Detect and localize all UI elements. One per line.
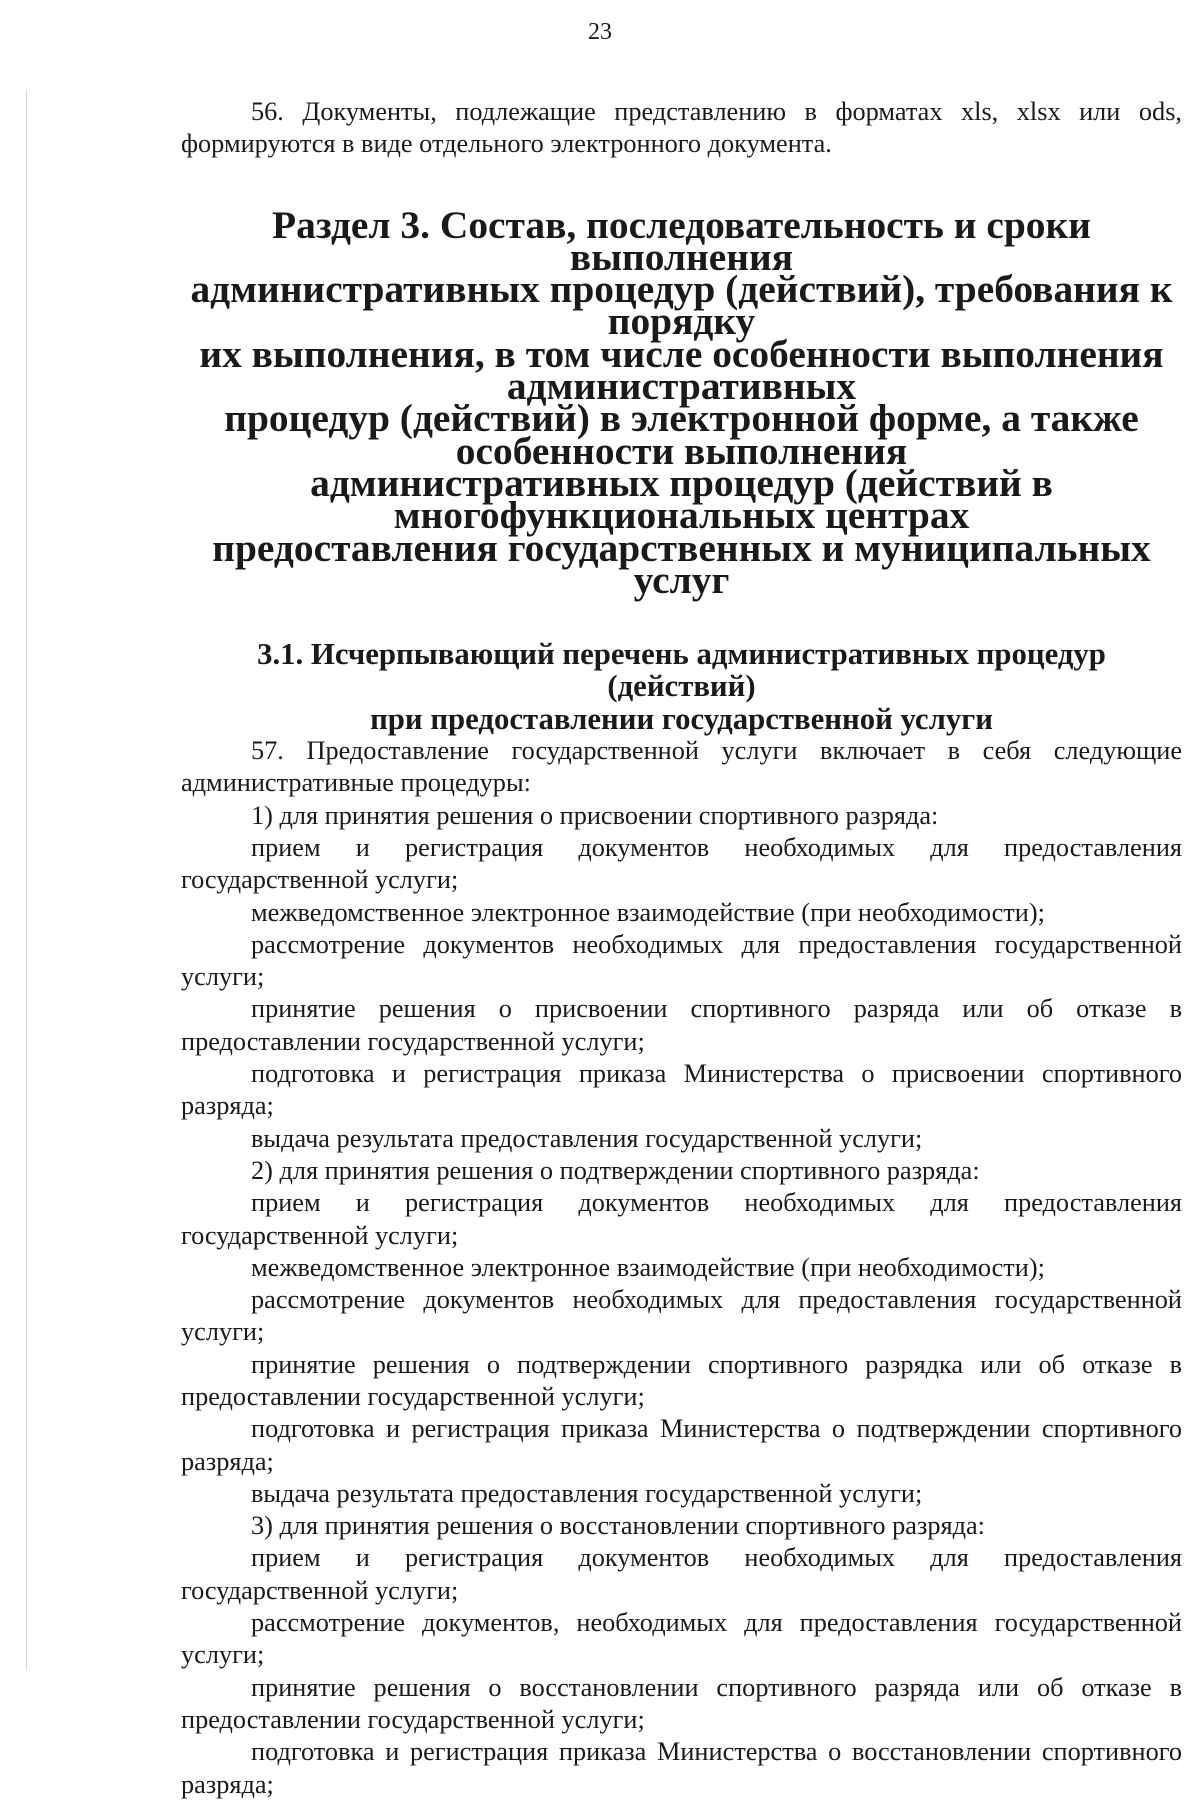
subsection-heading-line: при предоставлении государственной услуги [370, 701, 993, 736]
document-body [181, 96, 1182, 1801]
list-item: выдача результата предоставления государственной услуги; [251, 1478, 923, 1508]
list-item: подготовка и регистрация приказа Министерства о восстановлении спортивного разряда; [181, 1737, 1182, 1799]
list-group-heading: 3) для принятия решения о восстановлении спортивного разряда: [251, 1511, 985, 1541]
list-group-heading: 2) для принятия решения о подтверждении спортивного разряда: [251, 1155, 980, 1185]
list-item: межведомственное электронное взаимодействие (при необходимости); [251, 897, 1045, 927]
list-item: принятие решения о восстановлении спортивного разряда или об отказе в предоставлении государственной услуги; [181, 1672, 1182, 1734]
list-item: прием и регистрация документов необходимых для предоставления государственной услуги; [181, 832, 1182, 895]
section-heading-line: их выполнения, в том числе особенности выполнения административных [199, 331, 1164, 409]
list-item: подготовка и регистрация приказа Министерства о присвоении спортивного разряда; [181, 1059, 1182, 1121]
section-heading-line: Раздел 3. Состав, последовательность и сроки выполнения [272, 202, 1091, 279]
section-heading-line: административных процедур (действий), требования к порядку [190, 267, 1173, 344]
paragraph-57: 57. Предоставление государственной услуги включает в себя следующие административные процедуры: [181, 736, 1182, 798]
list-item: межведомственное электронное взаимодействие (при необходимости); [251, 1252, 1045, 1282]
page-number: 23 [588, 19, 612, 45]
list-item: принятие решения о подтверждении спортивного разрядка или об отказе в предоставлении государственной услуги; [181, 1349, 1182, 1411]
list-item: рассмотрение документов необходимых для предоставления государственной услуги; [181, 1285, 1182, 1347]
list-item: рассмотрение документов необходимых для предоставления государственной услуги; [181, 929, 1182, 992]
section-heading-line: предоставления государственных и муниципальных услуг [212, 525, 1151, 602]
paragraph-56: 56. Документы, подлежащие представлению в форматах xls, xlsx или ods, формируются в виде отдельного электронного документа. [181, 97, 1182, 159]
scan-edge-line [26, 90, 27, 1670]
section-heading-line: административных процедур (действий в многофункциональных центрах [310, 460, 1053, 538]
list-group-heading: 1) для принятия решения о присвоении спортивного разряда: [251, 800, 939, 830]
subsection-heading-line: 3.1. Исчерпывающий перечень административных процедур (действий) [257, 637, 1106, 704]
subsection-heading [181, 596, 1182, 735]
list-item: выдача результата предоставления государственной услуги; [251, 1123, 923, 1153]
list-item: прием и регистрация документов необходимых для предоставления государственной услуги; [181, 1188, 1182, 1250]
section-heading-line: процедур (действий) в электронной форме, а также особенности выполнения [224, 396, 1139, 473]
list-item: рассмотрение документов, необходимых для предоставления государственной услуги; [181, 1608, 1182, 1670]
list-item: прием и регистрация документов необходимых для предоставления государственной услуги; [181, 1543, 1182, 1605]
list-item: подготовка и регистрация приказа Министерства о подтверждении спортивного разряда; [181, 1414, 1182, 1476]
list-item: принятие решения о присвоении спортивного разряда или об отказе в предоставлении государственной услуги; [181, 994, 1182, 1056]
section-heading [181, 161, 1182, 602]
